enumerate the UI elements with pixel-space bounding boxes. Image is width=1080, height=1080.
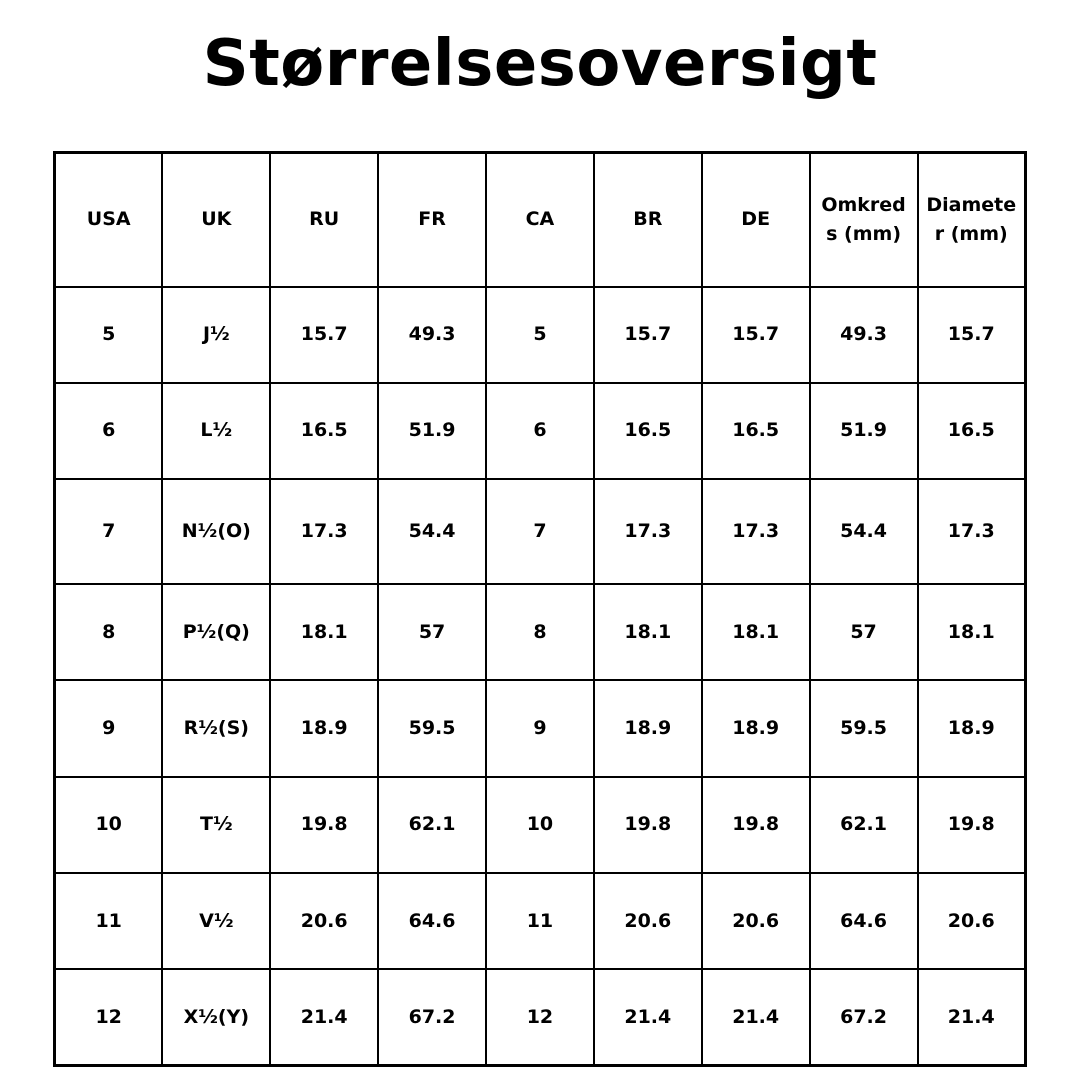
cell-uk: L½ [162, 383, 270, 479]
cell-diameter: 20.6 [918, 873, 1026, 969]
table-row [55, 873, 1026, 969]
cell-br: 19.8 [594, 777, 702, 873]
cell-usa: 10 [55, 777, 163, 873]
cell-fr: 62.1 [378, 777, 486, 873]
cell-br: 18.1 [594, 584, 702, 680]
cell-diameter: 15.7 [918, 287, 1026, 383]
header-ca: CA [486, 153, 594, 287]
header-fr: FR [378, 153, 486, 287]
cell-usa: 11 [55, 873, 163, 969]
cell-br: 15.7 [594, 287, 702, 383]
cell-uk: T½ [162, 777, 270, 873]
cell-ru: 19.8 [270, 777, 378, 873]
cell-ru: 16.5 [270, 383, 378, 479]
cell-fr: 49.3 [378, 287, 486, 383]
cell-usa: 5 [55, 287, 163, 383]
cell-br: 16.5 [594, 383, 702, 479]
cell-uk: R½(S) [162, 680, 270, 776]
cell-diameter: 18.9 [918, 680, 1026, 776]
table-row [55, 287, 1026, 383]
size-chart-table [53, 151, 1027, 1067]
cell-circumference: 67.2 [810, 969, 918, 1065]
table-row [55, 680, 1026, 776]
cell-uk: J½ [162, 287, 270, 383]
cell-circumference: 59.5 [810, 680, 918, 776]
table-row [55, 777, 1026, 873]
cell-ca: 12 [486, 969, 594, 1065]
header-circumference: Omkreds (mm) [810, 153, 918, 287]
cell-usa: 9 [55, 680, 163, 776]
cell-fr: 57 [378, 584, 486, 680]
cell-ca: 5 [486, 287, 594, 383]
cell-diameter: 21.4 [918, 969, 1026, 1065]
cell-ru: 21.4 [270, 969, 378, 1065]
cell-de: 20.6 [702, 873, 810, 969]
cell-ru: 15.7 [270, 287, 378, 383]
cell-circumference: 64.6 [810, 873, 918, 969]
cell-ru: 20.6 [270, 873, 378, 969]
cell-circumference: 54.4 [810, 479, 918, 584]
cell-ca: 10 [486, 777, 594, 873]
cell-usa: 6 [55, 383, 163, 479]
cell-br: 20.6 [594, 873, 702, 969]
table-header-row [55, 153, 1026, 287]
table-row [55, 479, 1026, 584]
cell-circumference: 57 [810, 584, 918, 680]
cell-fr: 64.6 [378, 873, 486, 969]
cell-usa: 12 [55, 969, 163, 1065]
cell-diameter: 16.5 [918, 383, 1026, 479]
table-row [55, 969, 1026, 1065]
cell-de: 21.4 [702, 969, 810, 1065]
cell-ca: 7 [486, 479, 594, 584]
cell-circumference: 49.3 [810, 287, 918, 383]
cell-usa: 8 [55, 584, 163, 680]
cell-de: 16.5 [702, 383, 810, 479]
cell-ca: 11 [486, 873, 594, 969]
header-uk: UK [162, 153, 270, 287]
cell-br: 17.3 [594, 479, 702, 584]
cell-ru: 18.1 [270, 584, 378, 680]
cell-br: 21.4 [594, 969, 702, 1065]
table-row [55, 584, 1026, 680]
table-row [55, 383, 1026, 479]
header-br: BR [594, 153, 702, 287]
cell-fr: 51.9 [378, 383, 486, 479]
cell-circumference: 62.1 [810, 777, 918, 873]
cell-uk: N½(O) [162, 479, 270, 584]
cell-uk: X½(Y) [162, 969, 270, 1065]
cell-usa: 7 [55, 479, 163, 584]
page-title: Størrelsesoversigt [202, 27, 878, 101]
cell-de: 18.1 [702, 584, 810, 680]
cell-diameter: 18.1 [918, 584, 1026, 680]
cell-fr: 54.4 [378, 479, 486, 584]
cell-diameter: 17.3 [918, 479, 1026, 584]
cell-de: 15.7 [702, 287, 810, 383]
cell-de: 17.3 [702, 479, 810, 584]
cell-de: 19.8 [702, 777, 810, 873]
cell-ca: 6 [486, 383, 594, 479]
cell-diameter: 19.8 [918, 777, 1026, 873]
cell-ru: 17.3 [270, 479, 378, 584]
cell-uk: P½(Q) [162, 584, 270, 680]
cell-ca: 9 [486, 680, 594, 776]
cell-ru: 18.9 [270, 680, 378, 776]
cell-uk: V½ [162, 873, 270, 969]
cell-fr: 59.5 [378, 680, 486, 776]
cell-de: 18.9 [702, 680, 810, 776]
cell-ca: 8 [486, 584, 594, 680]
cell-br: 18.9 [594, 680, 702, 776]
header-diameter: Diameter (mm) [918, 153, 1026, 287]
cell-fr: 67.2 [378, 969, 486, 1065]
header-usa: USA [55, 153, 163, 287]
cell-circumference: 51.9 [810, 383, 918, 479]
header-de: DE [702, 153, 810, 287]
header-ru: RU [270, 153, 378, 287]
